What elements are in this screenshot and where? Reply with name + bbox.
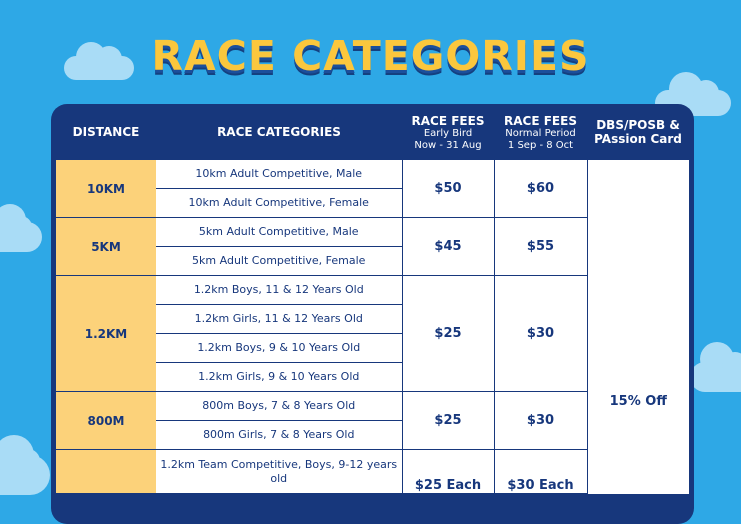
distance-cell: 800M bbox=[56, 392, 156, 450]
normal-fee-cell: $55 bbox=[494, 218, 587, 276]
distance-cell bbox=[56, 450, 156, 494]
header-fee-early bbox=[402, 106, 494, 160]
header-fee-early-label: RACE FEES bbox=[411, 113, 485, 128]
header-row bbox=[56, 106, 689, 160]
distance-cell: 10KM bbox=[56, 160, 156, 218]
cloud-decoration bbox=[690, 362, 741, 392]
category-cell: 5km Adult Competitive, Male bbox=[156, 218, 402, 247]
header-dbs-line2: PAssion Card bbox=[594, 132, 682, 146]
normal-fee-cell: $60 bbox=[494, 160, 587, 218]
header-fee-normal-period: Normal Period bbox=[505, 128, 576, 140]
category-cell: 1.2km Girls, 9 & 10 Years Old bbox=[156, 363, 402, 392]
category-cell: 10km Adult Competitive, Female bbox=[156, 189, 402, 218]
discount-cell: 15% Off bbox=[587, 160, 689, 494]
normal-fee-cell: $30 Each bbox=[494, 450, 587, 494]
header-dbs-line1: DBS/POSB & bbox=[596, 118, 680, 133]
cloud-decoration bbox=[0, 455, 50, 495]
early-fee-cell: $50 bbox=[402, 160, 494, 218]
header-fee-normal-label: RACE FEES bbox=[504, 113, 577, 128]
early-fee-cell: $25 bbox=[402, 392, 494, 450]
normal-fee-cell: $30 bbox=[494, 276, 587, 392]
category-cell: 1.2km Girls, 11 & 12 Years Old bbox=[156, 305, 402, 334]
header-distance: DISTANCE bbox=[72, 125, 140, 140]
early-fee-cell: $25 bbox=[402, 276, 494, 392]
header-fee-early-dates: Now - 31 Aug bbox=[414, 139, 482, 151]
race-categories-table bbox=[56, 106, 689, 494]
header-dbs-posb bbox=[587, 106, 689, 160]
normal-fee-cell: $30 bbox=[494, 392, 587, 450]
category-cell: 1.2km Boys, 11 & 12 Years Old bbox=[156, 276, 402, 305]
category-cell: 800m Boys, 7 & 8 Years Old bbox=[156, 392, 402, 421]
header-categories: RACE CATEGORIES bbox=[217, 125, 341, 140]
header-fee-early-period: Early Bird bbox=[423, 128, 473, 140]
page-title: RACE CATEGORIES bbox=[151, 32, 590, 80]
header-fee-normal-dates: 1 Sep - 8 Oct bbox=[507, 139, 574, 151]
cloud-decoration bbox=[0, 222, 42, 252]
distance-cell: 5KM bbox=[56, 218, 156, 276]
category-cell: 10km Adult Competitive, Male bbox=[156, 160, 402, 189]
early-fee-cell: $45 bbox=[402, 218, 494, 276]
header-fee-normal bbox=[494, 106, 587, 160]
category-cell: 800m Girls, 7 & 8 Years Old bbox=[156, 421, 402, 450]
table-row bbox=[56, 160, 689, 189]
category-cell: 1.2km Team Competitive, Boys, 9-12 years old bbox=[156, 450, 402, 494]
category-cell: 1.2km Boys, 9 & 10 Years Old bbox=[156, 334, 402, 363]
category-cell: 5km Adult Competitive, Female bbox=[156, 247, 402, 276]
early-fee-cell: $25 Each bbox=[402, 450, 494, 494]
distance-cell: 1.2KM bbox=[56, 276, 156, 392]
